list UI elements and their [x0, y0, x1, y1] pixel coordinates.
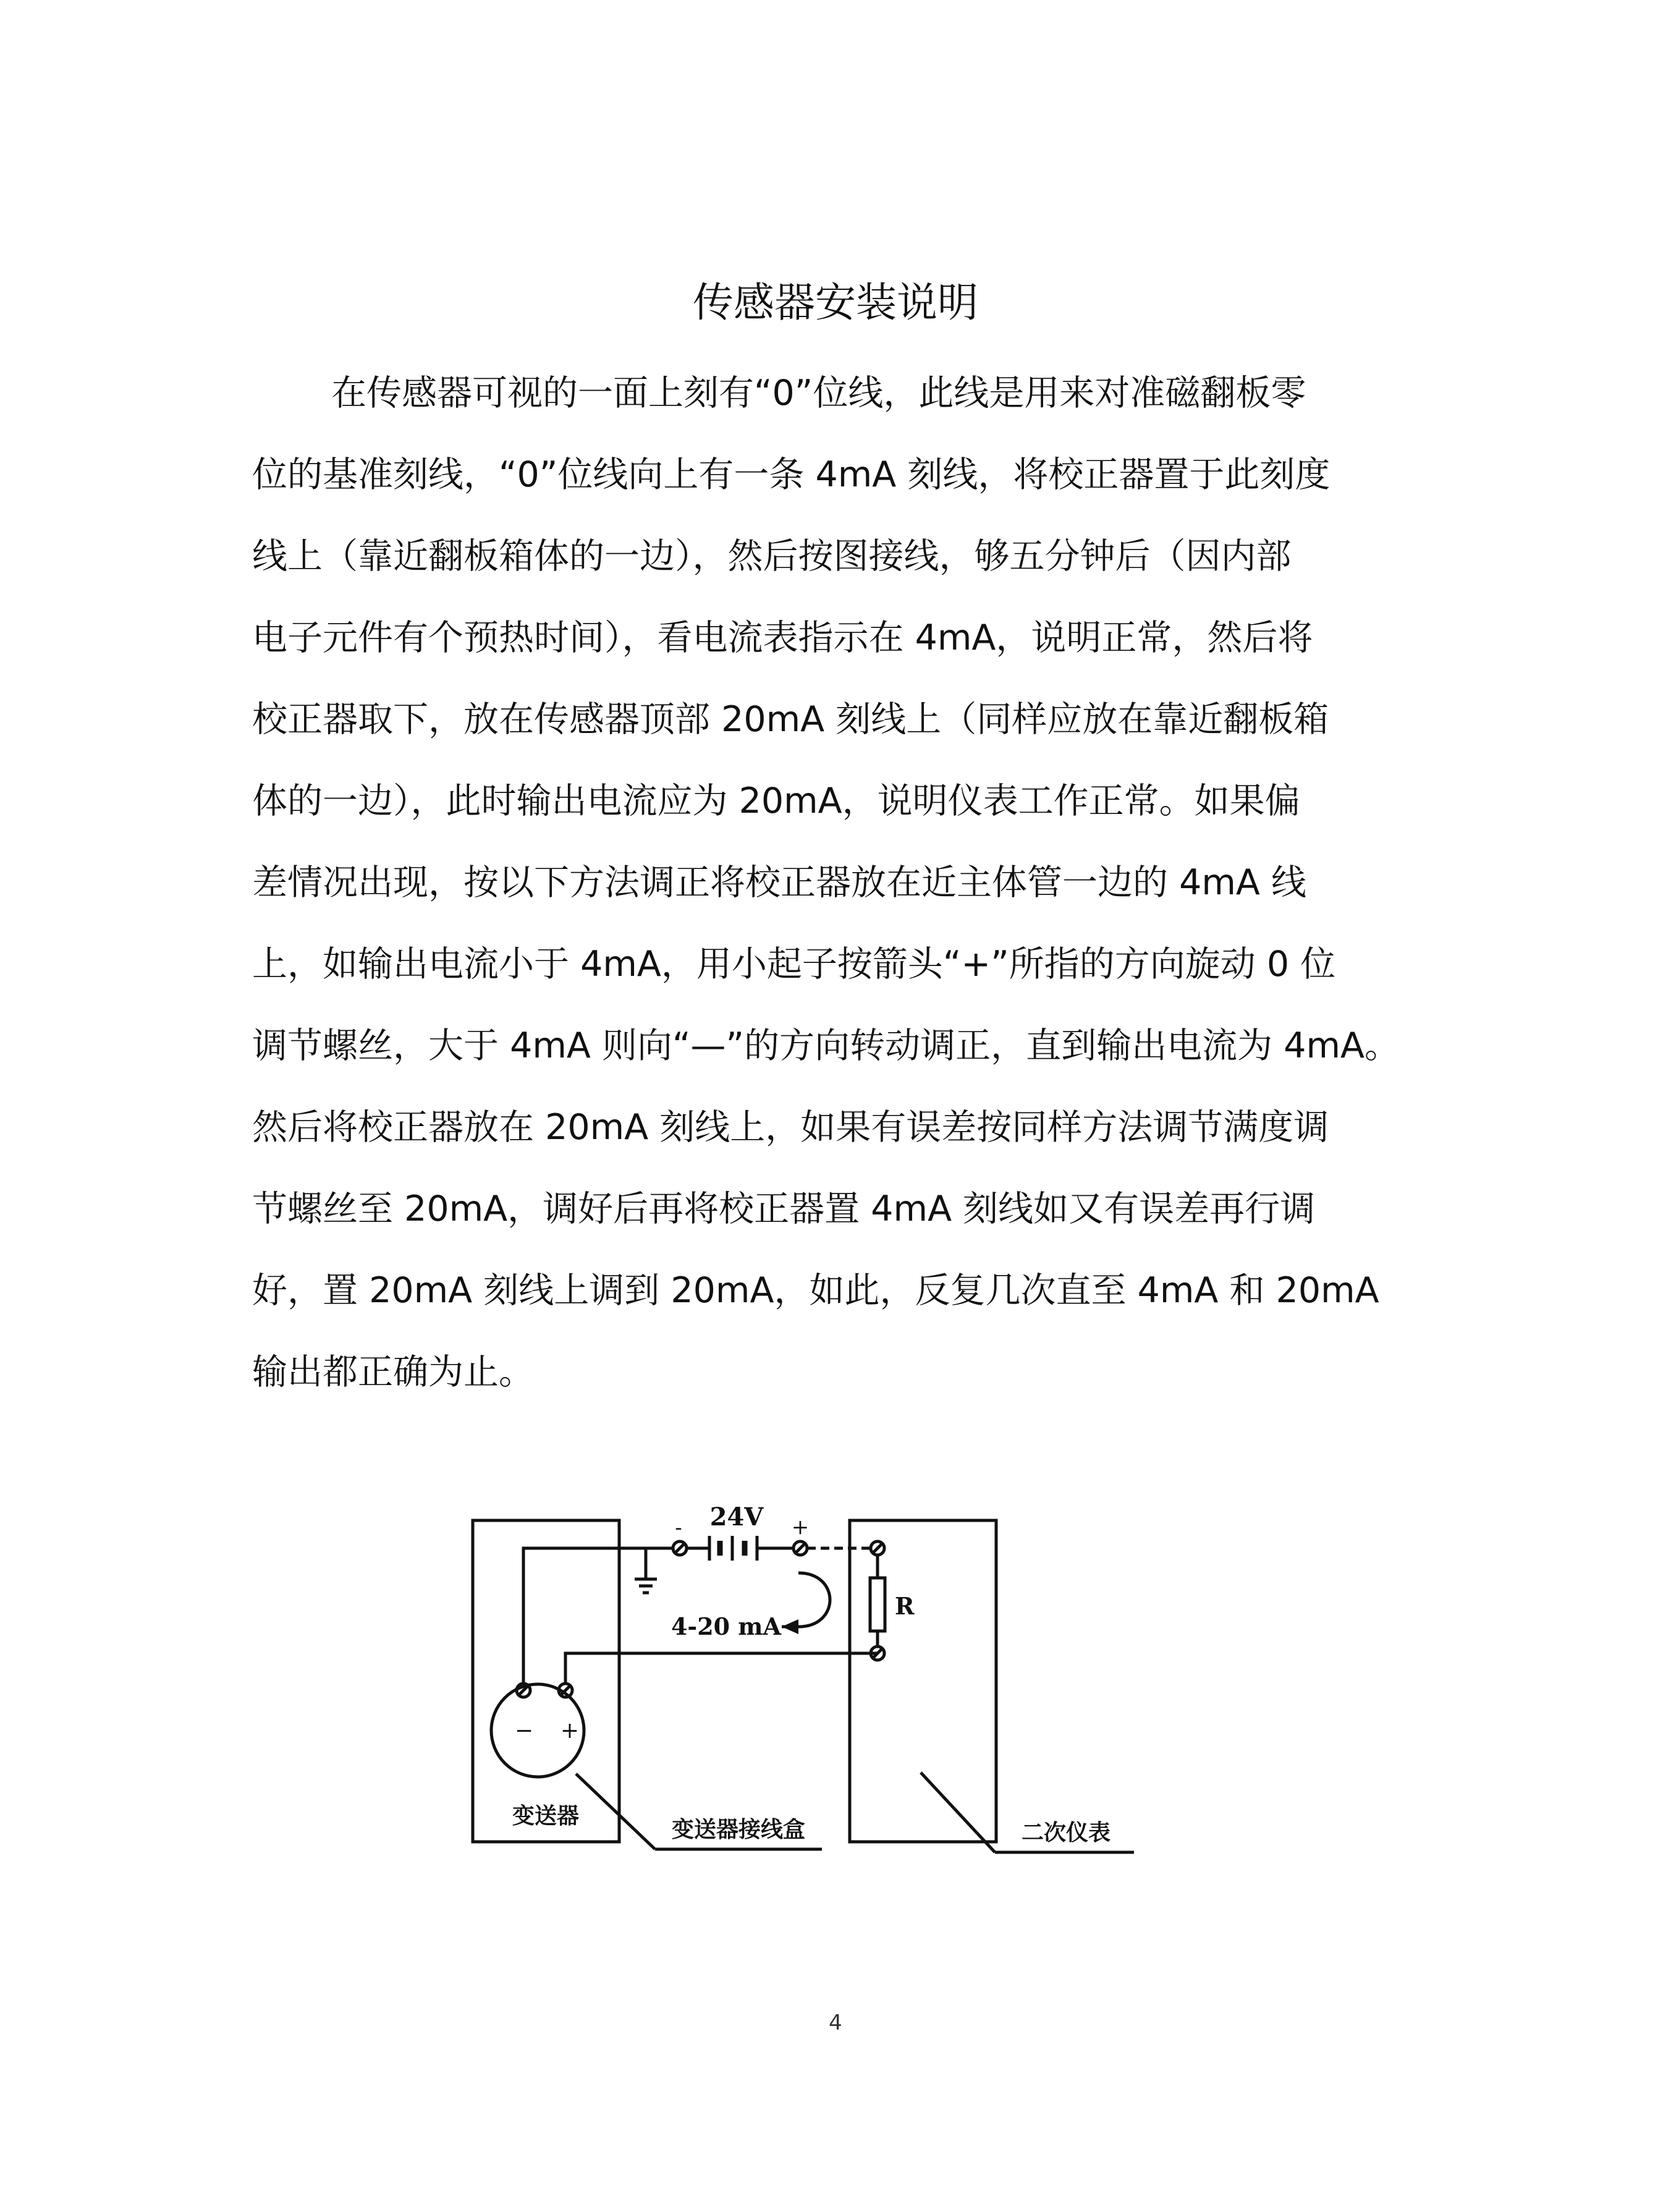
- paragraph-line: 差情况出现，按以下方法调正将校正器放在近主体管一边的 4mA 线: [252, 862, 1307, 903]
- ground-icon: [635, 1548, 657, 1593]
- wire-positive: [565, 1653, 878, 1684]
- paragraph-line: 节螺丝至 20mA，调好后再将校正器置 4mA 刻线如又有误差再行调: [252, 1189, 1316, 1229]
- transmitter-label: 变送器: [512, 1803, 580, 1829]
- resistor-label: R: [895, 1592, 915, 1620]
- paragraph-line: 调节螺丝，大于 4mA 则向“—”的方向转动调正，直到输出电流为 4mA。: [252, 1025, 1400, 1066]
- junction-box-label: 变送器接线盒: [671, 1817, 806, 1842]
- terminal-icon: [793, 1541, 807, 1555]
- page-number: 4: [829, 2011, 842, 2035]
- terminal-icon: [871, 1541, 884, 1555]
- current-arrow-icon: [782, 1573, 830, 1627]
- current-label: 4-20 mA: [671, 1612, 782, 1640]
- wiring-diagram: [0, 1452, 1671, 1885]
- paragraph-line: 输出都正确为止。: [252, 1352, 534, 1392]
- transmitter-plus-label: +: [560, 1718, 580, 1744]
- paragraph-line: 然后将校正器放在 20mA 刻线上，如果有误差按同样方法调节满度调: [252, 1107, 1329, 1148]
- terminal-icon: [673, 1541, 687, 1555]
- paragraph-line: 在传感器可视的一面上刻有“0”位线，此线是用来对准磁翻板零: [331, 373, 1306, 413]
- page-title: 传感器安装说明: [693, 279, 978, 326]
- paragraph-line: 体的一边），此时输出电流应为 20mA，说明仪表工作正常。如果偏: [252, 781, 1300, 821]
- paragraph-line: 位的基准刻线，“0”位线向上有一条 4mA 刻线，将校正器置于此刻度: [252, 454, 1330, 495]
- secondary-instrument-box: [850, 1520, 996, 1842]
- transmitter-minus-label: −: [514, 1718, 534, 1744]
- wiring-diagram-svg: [0, 1452, 1671, 1885]
- secondary-instrument-label: 二次仪表: [1021, 1820, 1111, 1845]
- voltage-label: 24V: [709, 1502, 764, 1532]
- wire-negative: [523, 1548, 674, 1684]
- battery-icon: [687, 1536, 793, 1561]
- battery-plus-label: +: [791, 1515, 810, 1540]
- paragraph-line: 上，如输出电流小于 4mA，用小起子按箭头“+”所指的方向旋动 0 位: [252, 944, 1336, 985]
- junction-box-leader: [576, 1774, 655, 1849]
- paragraph-line: 线上（靠近翻板箱体的一边），然后按图接线，够五分钟后（因内部: [252, 536, 1292, 577]
- resistor-icon: [870, 1578, 885, 1631]
- instruction-paragraph: [252, 352, 1414, 1413]
- paragraph-line: 好，置 20mA 刻线上调到 20mA，如此，反复几次直至 4mA 和 20mA: [252, 1270, 1379, 1311]
- paragraph-line: 电子元件有个预热时间），看电流表指示在 4mA，说明正常，然后将: [252, 617, 1313, 658]
- battery-minus-label: -: [675, 1515, 682, 1540]
- paragraph-line: 校正器取下，放在传感器顶部 20mA 刻线上（同样应放在靠近翻板箱: [252, 699, 1329, 740]
